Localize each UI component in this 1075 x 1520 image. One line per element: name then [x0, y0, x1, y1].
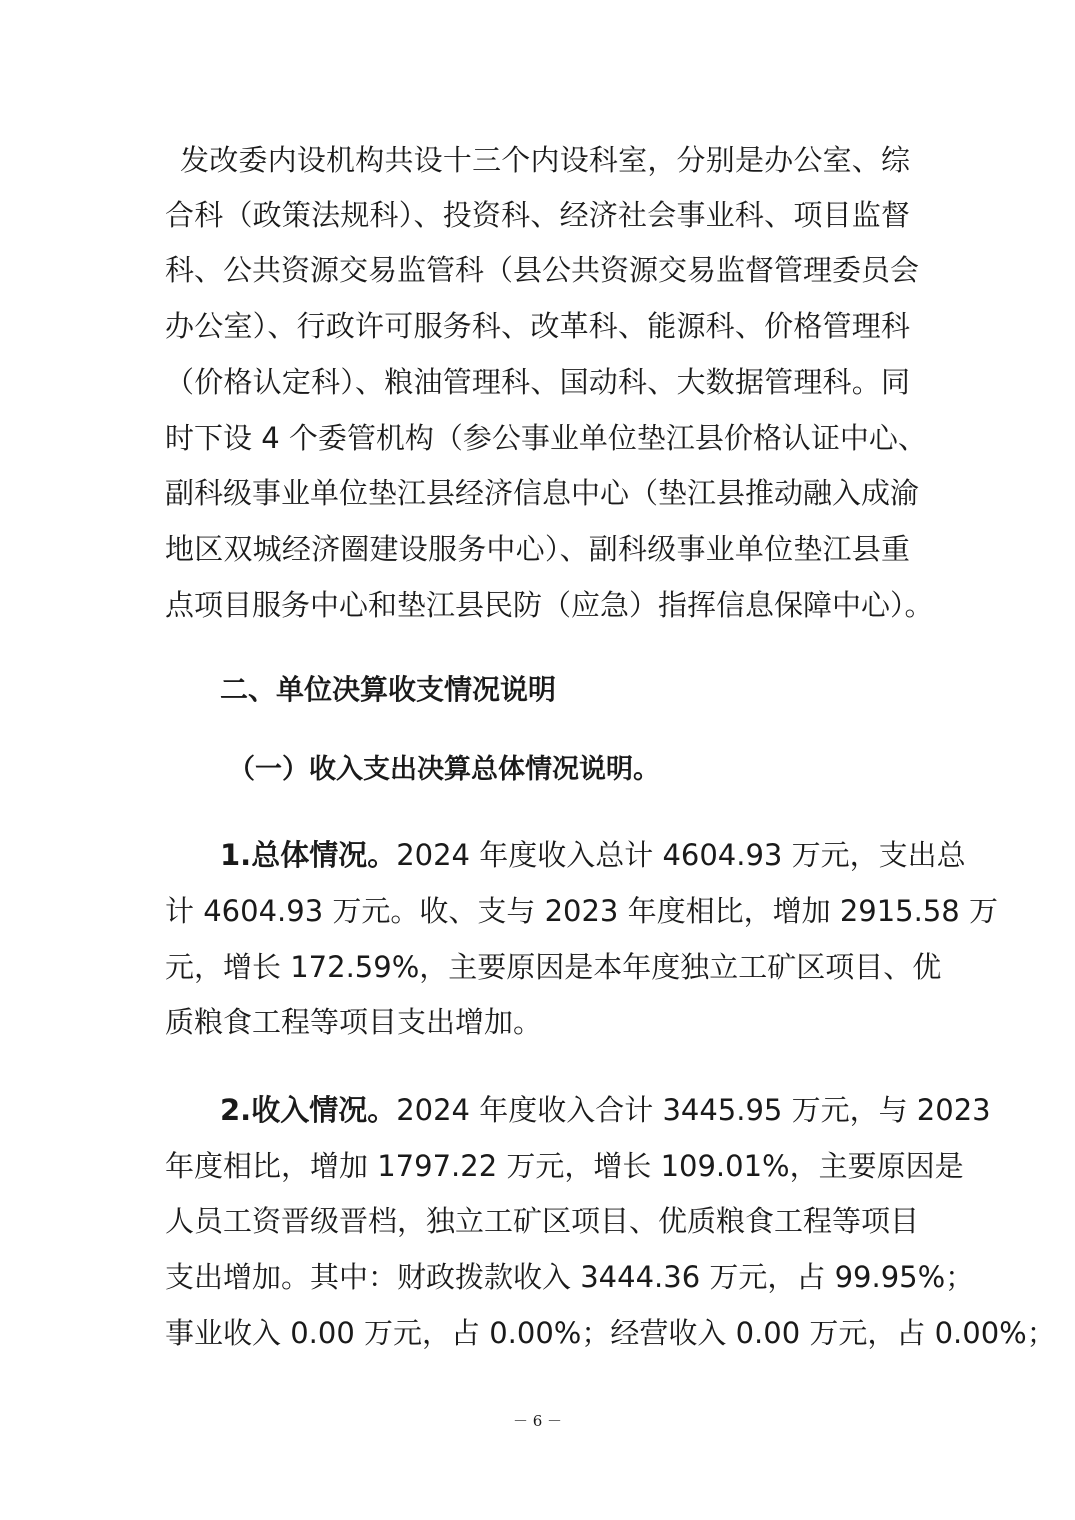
text-line: （价格认定科）、粮油管理科、国动科、大数据管理科。同: [165, 365, 910, 399]
text-line: 办公室）、行政许可服务科、改革科、能源科、价格管理科: [165, 309, 910, 343]
text-line: 点项目服务中心和垫江县民防（应急）指挥信息保障中心）。: [165, 588, 934, 622]
paragraph-lead: 1.总体情况。: [220, 838, 397, 872]
text-line: 质粮食工程等项目支出增加。: [165, 1005, 543, 1039]
page-number: － 6 －: [512, 1412, 563, 1430]
text-span: 2024 年度收入总计 4604.93 万元，支出总: [396, 838, 966, 872]
text-line: 时下设 4 个委管机构（参公事业单位垫江县价格认证中心、: [165, 421, 927, 455]
paragraph-lead: 2.收入情况。: [220, 1093, 397, 1127]
text-line: 计 4604.93 万元。收、支与 2023 年度相比，增加 2915.58 万: [165, 894, 998, 928]
text-line: 副科级事业单位垫江县经济信息中心（垫江县推动融入成渝: [165, 476, 920, 510]
text-line: 地区双城经济圈建设服务中心）、副科级事业单位垫江县重: [165, 532, 910, 566]
text-line: 事业收入 0.00 万元，占 0.00%；经营收入 0.00 万元，占 0.00%；: [165, 1316, 1056, 1350]
section-heading: 二、单位决算收支情况说明: [220, 673, 557, 706]
text-line: 元，增长 172.59%，主要原因是本年度独立工矿区项目、优: [165, 950, 942, 984]
subsection-heading: （一）收入支出决算总体情况说明。: [228, 754, 660, 785]
text-line: 人员工资晋级晋档，独立工矿区项目、优质粮食工程等项目: [165, 1204, 920, 1238]
text-line: [220, 1093, 991, 1127]
text-line: 科、公共资源交易监管科（县公共资源交易监督管理委员会: [165, 253, 920, 287]
text-line: [220, 838, 966, 872]
text-span: 2024 年度收入合计 3445.95 万元，与 2023: [396, 1093, 991, 1127]
text-line: 支出增加。其中：财政拨款收入 3444.36 万元，占 99.95%；: [165, 1260, 975, 1294]
text-line: 合科（政策法规科）、投资科、经济社会事业科、项目监督: [165, 198, 910, 232]
text-line: 发改委内设机构共设十三个内设科室，分别是办公室、综: [180, 143, 910, 177]
text-line: 年度相比，增加 1797.22 万元，增长 109.01%，主要原因是: [165, 1149, 964, 1183]
